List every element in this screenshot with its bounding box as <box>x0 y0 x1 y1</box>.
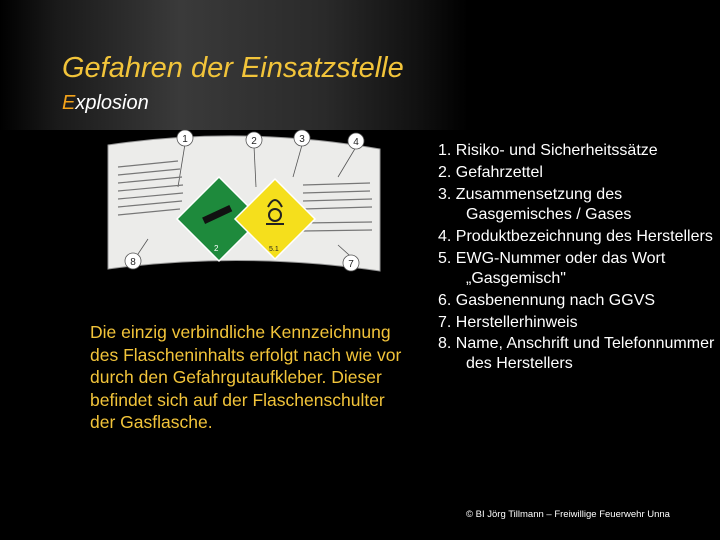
callout-1: 1 <box>182 134 188 145</box>
list-item: 2. Gefahrzettel <box>438 163 543 181</box>
list-item: 7. Herstellerhinweis <box>438 313 578 331</box>
callout-3: 3 <box>299 134 305 145</box>
svg-text:2: 2 <box>214 244 219 253</box>
list-item: 5. EWG-Nummer oder das Wort „Gasgemisch" <box>438 249 666 287</box>
svg-text:5.1: 5.1 <box>269 246 279 253</box>
gas-cylinder-label-figure <box>88 127 396 277</box>
slide-title: Gefahren der Einsatzstelle <box>62 52 404 84</box>
callout-4: 4 <box>353 137 359 148</box>
callout-8: 8 <box>130 257 136 268</box>
callout-2: 2 <box>251 136 257 147</box>
description-text: Die einzig verbindliche Kennzeichnung des Flascheninhalts erfolgt nach wie vor durch den Gefahrgutaufkleber. Dieser befindet sich auf der Flaschenschulter der Gasflasche. <box>90 322 402 433</box>
footer-credit: © BI Jörg Tillmann – Freiwillige Feuerwehr Unna <box>466 509 670 520</box>
subtitle-first-letter: E <box>62 92 76 114</box>
list-item: 6. Gasbenennung nach GGVS <box>438 291 656 309</box>
legend-list <box>438 141 718 376</box>
slide-subtitle <box>62 92 149 115</box>
subtitle-rest: xplosion <box>75 92 149 114</box>
list-item: 1. Risiko- und Sicherheitssätze <box>438 142 658 159</box>
list-item: 8. Name, Anschrift und Telefonnummer des Herstellers <box>438 335 715 373</box>
list-item: 3. Zusammensetzung des Gasgemisches / Gases <box>438 185 632 223</box>
list-item: 4. Produktbezeichnung des Herstellers <box>438 227 713 245</box>
callout-7: 7 <box>348 259 354 270</box>
